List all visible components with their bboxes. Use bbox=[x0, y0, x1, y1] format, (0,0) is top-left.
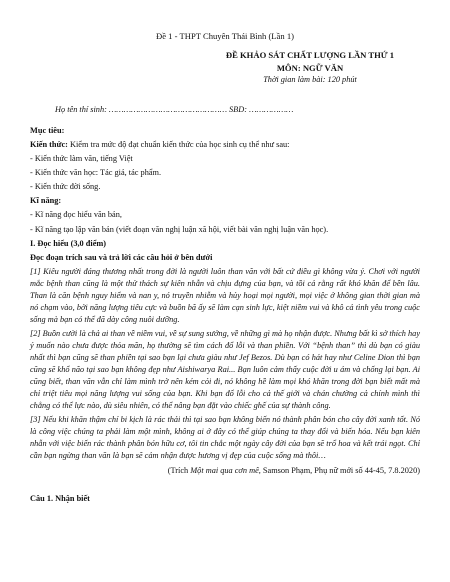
passage-paragraph-2: [2] Buồn cười là chả ai than về niềm vui, về sự sung sướng, về những gì mà họ nhận được. Nhưng bất kì sở thích hay ý muốn nào chưa được thỏa mãn, họ thường sẽ tìm cách đổ lỗi và than phiền. Với “bệnh than” thì dù bạn có giàu nhất thì bạn cũng sẽ than phiền tại sao bạn lại chưa giàu như Jef Bezos. Dù bạn có hát hay như Celine Dion thì bạn cũng sẽ khổ não tại sao bạn không đẹp như Aishiwarya Rai... Bạn luôn cảm thấy cuộc đời u ám và chống lại bạn. Ai cũng biết, than vãn vẫn chỉ làm mình trở nên kém cỏi đi, nó không hề làm mọi khó khăn trong đời bạn biết mất mà chỉ triệt tiêu mọi năng lượng vui sống của bạn. Khi bạn đổ lỗi cho cả thế giới và chán chường cả chính mình thì chẳng có thể lực nào, dù siêu nhiên, có thể nâng bạn đặt vào chiếc ghế của sự thành công. bbox=[30, 328, 420, 410]
knowledge-item: - Kiến thức đời sống. bbox=[30, 182, 101, 192]
source-suffix: , Samson Phạm, Phụ nữ mới số 44-45, 7.8.2020) bbox=[258, 465, 420, 475]
knowledge-item: - Kiến thức làm văn, tiếng Việt bbox=[30, 154, 133, 164]
passage-paragraph-1: [1] Kiêu người đáng thương nhất trong đời là người luôn than vãn với bất cứ điều gì không vừa ý. Chơi với người mắc bệnh than cũng là một thử thách sự kiên nhẫn và chịu đựng của bạn, và tồi cả rằng rất khó khăn để bền lâu. Than là căn bệnh nguy hiểm và nan y, nó truyền nhiễm và hủy hoại mọi người, mọi việc ở không gian thời gian mà nó chạm vào, bởi năng lượng tiêu cực và buồn bã ấy sẽ làm cạn sinh lực, kiệt niềm vui và khô cả tình yêu trong cuộc sống mà bạn có thể đã dày công nuôi dưỡng. bbox=[30, 266, 420, 324]
passage-source bbox=[30, 465, 420, 477]
section-heading: I. Đọc hiểu (3,0 điểm) bbox=[30, 238, 107, 248]
source-prefix: (Trích bbox=[167, 465, 191, 475]
exam-reference: Đề 1 - THPT Chuyên Thái Bình (Lần 1) bbox=[156, 31, 294, 41]
exam-title: ĐỀ KHẢO SÁT CHẤT LƯỢNG LẦN THỨ 1 bbox=[225, 50, 395, 61]
objectives-heading: Mục tiêu: bbox=[30, 126, 65, 136]
skills-heading: Kĩ năng: bbox=[30, 196, 62, 206]
knowledge-text: Kiểm tra mức độ đạt chuẩn kiến thức của học sinh cụ thể như sau: bbox=[67, 140, 290, 150]
knowledge-line bbox=[30, 139, 420, 151]
reading-instruction: Đọc đoạn trích sau và trả lời các câu hỏi ở bên dưới bbox=[30, 252, 213, 262]
student-info-line: Họ tên thí sinh: ………………………………………… SBD: ……………… bbox=[55, 105, 294, 115]
skill-item: - Kĩ năng tạo lập văn bản (viết đoạn văn nghị luận xã hội, viết bài văn nghị luận văn học). bbox=[30, 224, 329, 234]
source-title: Một mai qua cơn mê bbox=[190, 465, 259, 475]
exam-subject: MÔN: NGỮ VĂN bbox=[276, 62, 344, 73]
question-1-heading: Câu 1. Nhận biết bbox=[30, 493, 90, 503]
knowledge-item: - Kiến thức văn học: Tác giả, tác phẩm. bbox=[30, 168, 162, 178]
exam-header bbox=[195, 49, 425, 86]
exam-duration: Thời gian làm bài: 120 phút bbox=[263, 75, 357, 85]
passage-paragraph-3: [3] Nếu khi khăn thậm chí bi kịch là rác thải thì tại sao bạn không biến nó thành phân bón cho cây đời xanh tốt. Nó là công việc chúng ta phải làm một mình, không ai ở đây có thể giúp chúng ta thay đổi và biến hóa. Nếu bạn kiên nhẫn với việc biến rác thành phân bón hữu cơ, tôi tin chắc một ngày cây đời của bạn sẽ trổ hoa và kết trái ngọt. Chỉ cần bạn ngừng than vãn là bạn sẽ cảm nhận được hương vị đẹp của cuộc sống mà thôi… bbox=[30, 414, 420, 460]
skill-item: - Kĩ năng đọc hiểu văn bản, bbox=[30, 210, 122, 220]
knowledge-label: Kiến thức: bbox=[30, 140, 68, 150]
